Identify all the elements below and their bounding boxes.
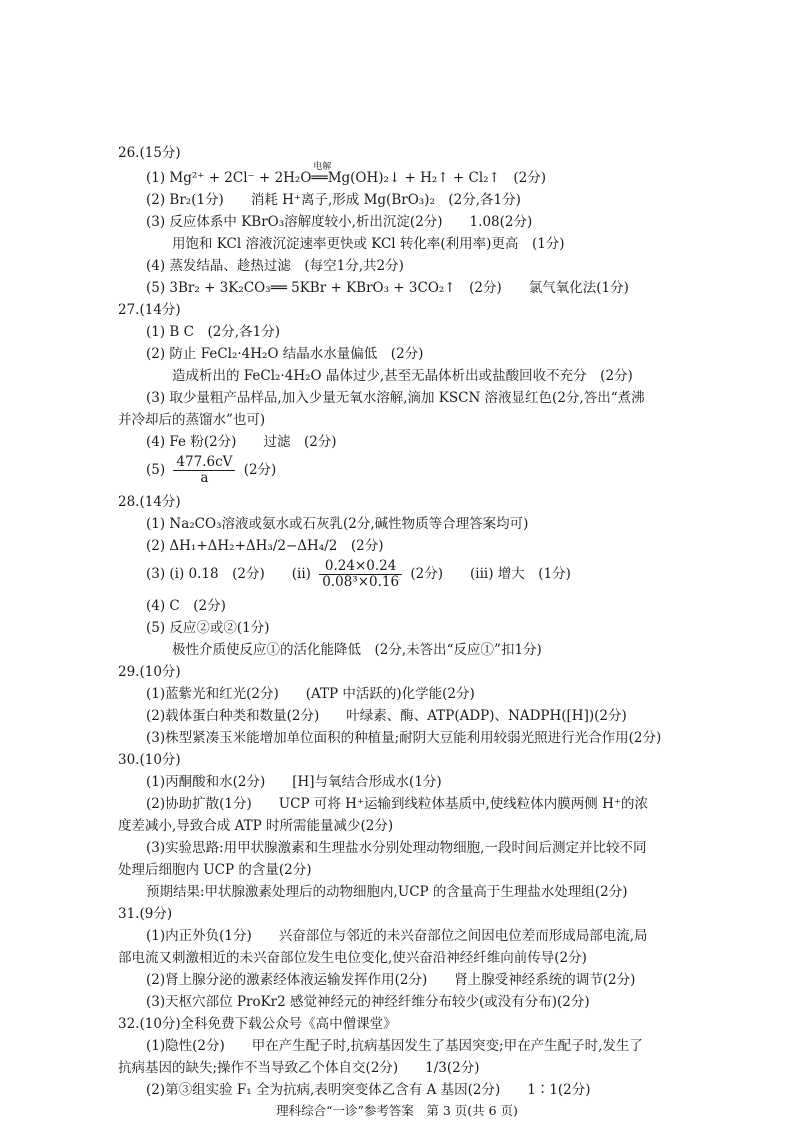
- q28-answer-3-fraction: [319, 559, 402, 590]
- q26-answer-1-products: Mg(OH)₂↓ + H₂↑ + Cl₂↑ (2分): [327, 170, 547, 186]
- q28-answer-3-part-i: (3) (i) 0.18 (2分) (ii): [146, 566, 311, 582]
- q31-heading: 31.(9分): [118, 906, 173, 922]
- q27-answer-5-fraction: [173, 455, 235, 486]
- q30-answer-3: (3)实验思路:用甲状腺激素和生理盐水分别处理动物细胞,一段时间后测定并比较不同: [146, 840, 647, 856]
- q26-answer-5: (5) 3Br₂ + 3K₂CO₃══ 5KBr + KBrO₃ + 3CO₂↑ (2分) 氯气氧化法(1分): [146, 280, 629, 296]
- q26-answer-1-reactants: (1) Mg²⁺ + 2Cl⁻ + 2H₂O: [146, 170, 312, 186]
- q31-answer-1-cont: 部电流又刺激相近的未兴奋部位发生电位变化,使兴奋沿神经纤维向前传导(2分): [118, 950, 587, 966]
- q30-expected-result: 预期结果:甲状腺激素处理后的动物细胞内,UCP 的含量高于生理盐水处理组(2分): [146, 884, 628, 900]
- q27-answer-2: (2) 防止 FeCl₂·4H₂O 结晶水水量偏低 (2分): [146, 346, 424, 362]
- fraction-denominator: 0.08³×0.16: [322, 574, 400, 590]
- q28-answer-4: (4) C (2分): [146, 598, 226, 614]
- q27-answer-2-cont: 造成析出的 FeCl₂·4H₂O 晶体过少,甚至无晶体析出或盐酸回收不充分 (2分): [172, 368, 633, 384]
- q32-answer-2: (2)第③组实验 F₁ 全为抗病,表明突变体乙含有 A 基因(2分) 1∶1(2分): [146, 1082, 591, 1098]
- page-footer: 理科综合“一诊”参考答案 第 3 页(共 6 页): [276, 1103, 518, 1118]
- q27-answer-3: (3) 取少量粗产品样品,加入少量无氧水溶解,滴加 KSCN 溶液显红色(2分,答出“煮沸: [146, 390, 645, 406]
- q28-answer-5-cont: 极性介质使反应①的活化能降低 (2分,未答出“反应①”扣1分): [172, 642, 542, 658]
- q26-answer-4: (4) 蒸发结晶、趁热过滤 (每空1分,共2分): [146, 258, 404, 274]
- q29-answer-3: (3)株型紧凑玉米能增加单位面积的种植量;耐阴大豆能利用较弱光照进行光合作用(2分): [146, 730, 662, 746]
- q26-answer-3: (3) 反应体系中 KBrO₃溶解度较小,析出沉淀(2分) 1.08(2分): [146, 214, 533, 230]
- q30-answer-1: (1)丙酮酸和水(2分) [H]与氧结合形成水(1分): [146, 774, 442, 790]
- q28-answer-3: [146, 556, 571, 592]
- electrolysis-label: 电解: [313, 162, 332, 172]
- q28-answer-2: (2) ΔH₁+ΔH₂+ΔH₃/2−ΔH₄/2 (2分): [146, 538, 384, 554]
- q31-answer-3: (3)天枢穴部位 ProKr2 感觉神经元的神经纤维分布较少(或没有分布)(2分): [146, 994, 590, 1010]
- q27-answer-5-score: (2分): [243, 462, 277, 478]
- q27-answer-5: [146, 452, 276, 488]
- q28-answer-3-rest: (2分) (iii) 增大 (1分): [410, 566, 571, 582]
- q28-answer-1: (1) Na₂CO₃溶液或氨水或石灰乳(2分,碱性物质等合理答案均可): [146, 516, 529, 532]
- q31-answer-2: (2)肾上腺分泌的激素经体液运输发挥作用(2分) 肾上腺受神经系统的调节(2分): [146, 972, 636, 988]
- q26-answer-2: (2) Br₂(1分) 消耗 H⁺离子,形成 Mg(BrO₃)₂ (2分,各1分): [146, 192, 521, 208]
- q27-heading: 27.(14分): [118, 302, 181, 318]
- q27-answer-1: (1) B C (2分,各1分): [146, 324, 280, 340]
- fraction-numerator: 0.24×0.24: [319, 559, 402, 575]
- q30-answer-2: (2)协助扩散(1分) UCP 可将 H⁺运输到线粒体基质中,使线粒体内膜两侧 H⁺的浓: [146, 796, 648, 812]
- q27-answer-5-label: (5): [146, 462, 166, 478]
- electrolysis-sign: 电解 ══: [311, 168, 327, 188]
- q29-answer-1: (1)蓝紫光和红光(2分) (ATP 中活跃的)化学能(2分): [146, 686, 475, 702]
- fraction-numerator: 477.6cV: [173, 455, 235, 471]
- q30-heading: 30.(10分): [118, 752, 181, 768]
- q28-answer-5: (5) 反应②或②(1分): [146, 620, 270, 636]
- q31-answer-1: (1)内正外负(1分) 兴奋部位与邻近的未兴奋部位之间因电位差而形成局部电流,局: [146, 928, 648, 944]
- q30-answer-3-cont: 处理后细胞内 UCP 的含量(2分): [118, 862, 312, 878]
- q32-answer-1-cont: 抗病基因的缺失;操作不当导致乙个体自交(2分) 1/3(2分): [118, 1060, 480, 1076]
- fraction-denominator: a: [200, 470, 209, 486]
- q32-answer-1: (1)隐性(2分) 甲在产生配子时,抗病基因发生了基因突变;甲在产生配子时,发生了: [146, 1038, 643, 1054]
- q32-heading: 32.(10分)全科免费下载公众号《高中僧课堂》: [118, 1016, 397, 1032]
- q30-answer-2-cont: 度差减小,导致合成 ATP 时所需能量减少(2分): [118, 818, 394, 834]
- q29-heading: 29.(10分): [118, 664, 181, 680]
- q27-answer-3-cont: 并冷却后的蒸馏水”也可): [118, 412, 266, 428]
- q26-heading: 26.(15分): [118, 145, 181, 161]
- q27-answer-4: (4) Fe 粉(2分) 过滤 (2分): [146, 434, 337, 450]
- q26-answer-1: [146, 162, 547, 188]
- q26-answer-3-cont: 用饱和 KCl 溶液沉淀速率更快或 KCl 转化率(利用率)更高 (1分): [172, 236, 565, 252]
- q28-heading: 28.(14分): [118, 494, 181, 510]
- q29-answer-2: (2)载体蛋白种类和数量(2分) 叶绿素、酶、ATP(ADP)、NADPH([H])(2分): [146, 708, 627, 724]
